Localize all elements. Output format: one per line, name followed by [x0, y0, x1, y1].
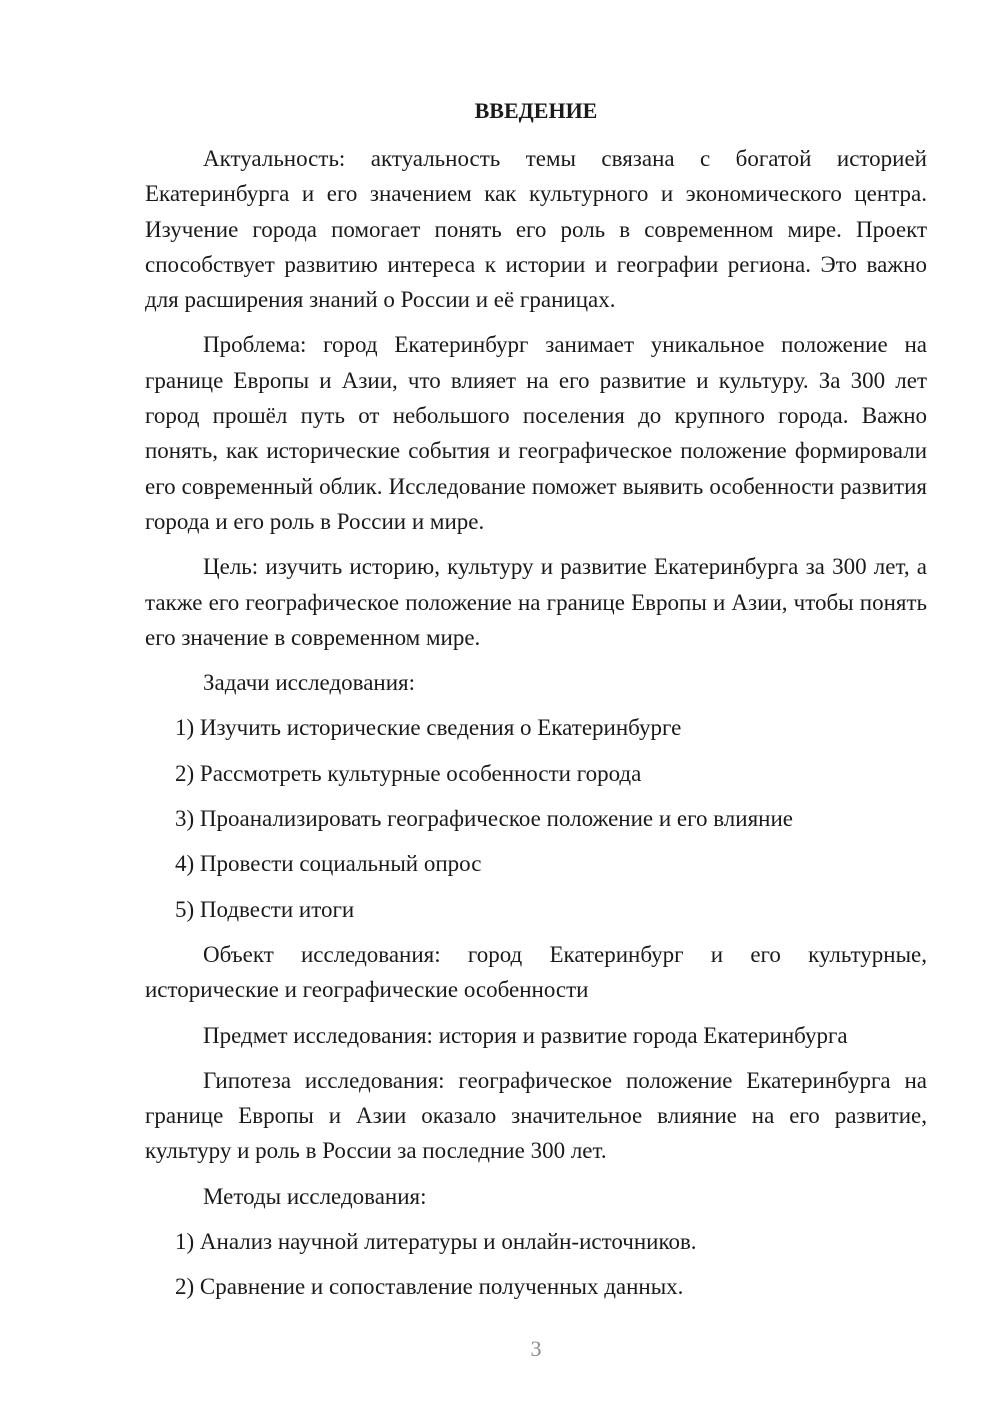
tasks-list: [145, 710, 927, 926]
relevance-paragraph: Актуальность: актуальность темы связана с богатой историей Екатеринбурга и его значением как культурного и экономического центра. Изучение города помогает понять его роль в современном мире. Проект способствует развитию интереса к истории и географии региона. Это важно для расширения знаний о России и её границах.: [145, 146, 927, 313]
task-item: 1) Изучить исторические сведения о Екатеринбурге: [175, 715, 682, 741]
document-body: [145, 141, 927, 1315]
tasks-heading: Задачи исследования:: [203, 670, 416, 696]
subject-paragraph: Предмет исследования: история и развитие города Екатеринбурга: [203, 1022, 848, 1048]
task-item: 5) Подвести итоги: [175, 896, 355, 922]
goal-paragraph: Цель: изучить историю, культуру и развитие Екатеринбурга за 300 лет, а также его географическое положение на границе Европы и Азии, чтобы понять его значение в современном мире.: [145, 554, 927, 650]
section-title: ВВЕДЕНИЕ: [474, 98, 598, 123]
object-paragraph: Объект исследования: город Екатеринбург и его культурные, исторические и географические особенности: [145, 941, 927, 1003]
methods-heading: Методы исследования:: [203, 1183, 427, 1209]
task-item: 2) Рассмотреть культурные особенности города: [175, 760, 642, 786]
method-item: 1) Анализ научной литературы и онлайн-источников.: [175, 1229, 697, 1255]
methods-list: [145, 1224, 927, 1305]
hypothesis-paragraph: Гипотеза исследования: географическое положение Екатеринбурга на границе Европы и Азии оказало значительное влияние на его развитие, культуру и роль в России за последние 300 лет.: [145, 1067, 927, 1164]
task-item: 3) Проанализировать географическое положение и его влияние: [175, 806, 793, 832]
page-number: 3: [530, 1336, 542, 1361]
problem-paragraph: Проблема: город Екатеринбург занимает уникальное положение на границе Европы и Азии, что влияет на его развитие и культуру. За 300 лет город прошёл путь от небольшого поселения до крупного города. Важно понять, как исторические события и географическое положение формировали его современный облик. Исследование поможет выявить особенности развития города и его роль в России и мире.: [145, 332, 927, 534]
task-item: 4) Провести социальный опрос: [175, 851, 482, 877]
method-item: 2) Сравнение и сопоставление полученных данных.: [175, 1274, 684, 1300]
